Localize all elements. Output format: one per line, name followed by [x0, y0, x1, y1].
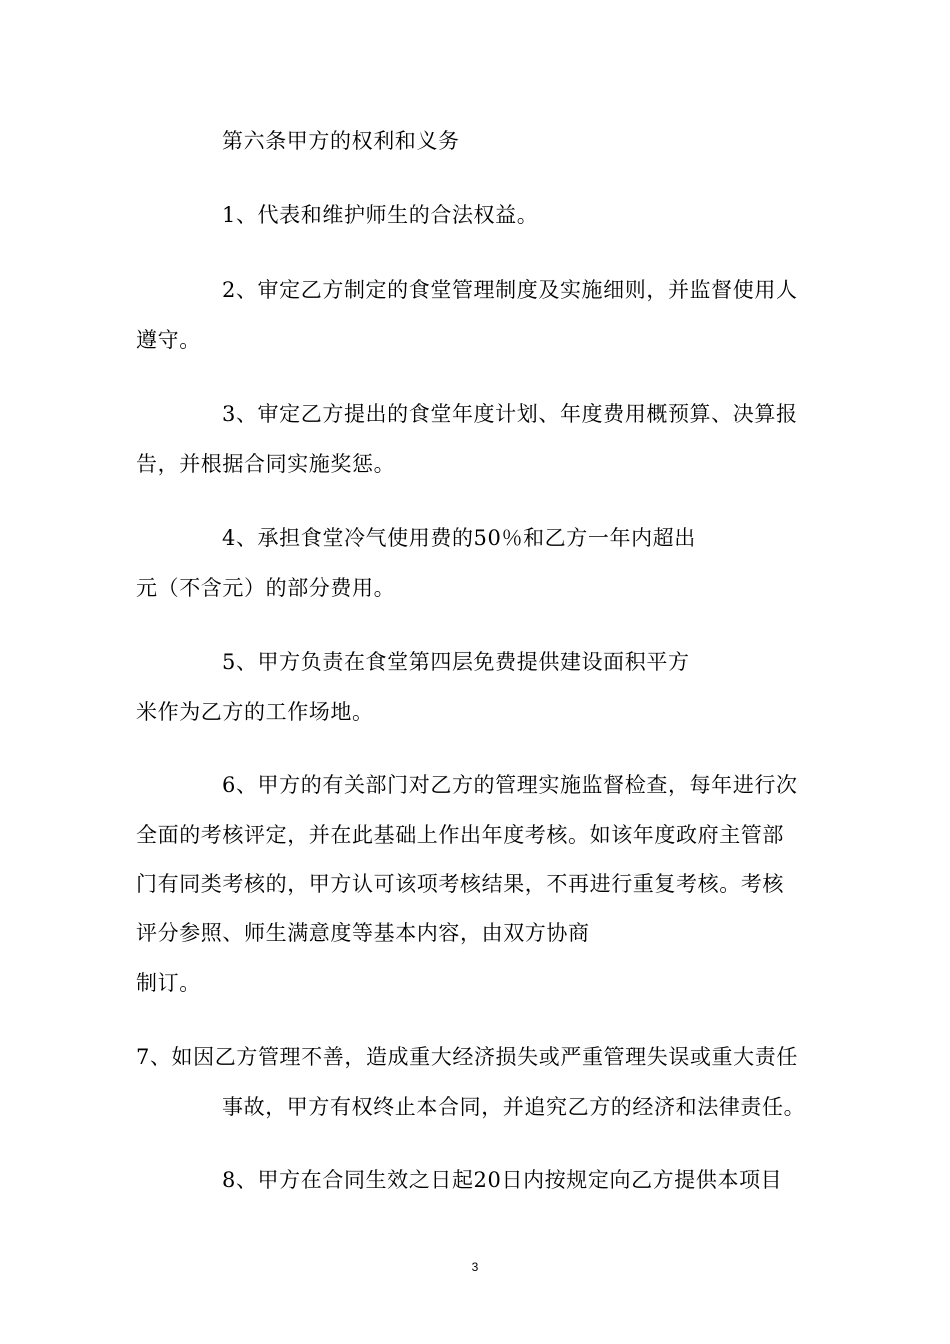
paragraph-line: 4、承担食堂冷气使用费的50％和乙方一年内超出 — [222, 526, 696, 550]
paragraph-line: 全面的考核评定，并在此基础上作出年度考核。如该年度政府主管部 — [136, 823, 784, 847]
paragraph-line: 遵守。 — [136, 328, 201, 352]
paragraph-line: 1、代表和维护师生的合法权益。 — [222, 203, 539, 227]
paragraph-line: 5、甲方负责在食堂第四层免费提供建设面积平方 — [222, 650, 690, 674]
paragraph-line: 7、如因乙方管理不善，造成重大经济损失或严重管理失误或重大责任 — [136, 1045, 798, 1069]
paragraph-line: 6、甲方的有关部门对乙方的管理实施监督检查，每年进行次 — [222, 773, 798, 797]
page-number: 3 — [471, 1260, 479, 1274]
paragraph-line: 3、审定乙方提出的食堂年度计划、年度费用概预算、决算报 — [222, 402, 798, 426]
paragraph-line: 事故，甲方有权终止本合同，并追究乙方的经济和法律责任。 — [222, 1095, 806, 1119]
paragraph-line: 门有同类考核的，甲方认可该项考核结果，不再进行重复考核。考核 — [136, 872, 784, 896]
section-heading: 第六条甲方的权利和义务 — [222, 129, 460, 153]
paragraph-line: 2、审定乙方制定的食堂管理制度及实施细则，并监督使用人 — [222, 278, 798, 302]
paragraph-line: 告，并根据合同实施奖惩。 — [136, 452, 396, 476]
paragraph-line: 元（不含元）的部分费用。 — [136, 576, 396, 600]
paragraph-line: 8、甲方在合同生效之日起20日内按规定向乙方提供本项目 — [222, 1168, 783, 1192]
paragraph-line: 米作为乙方的工作场地。 — [136, 700, 374, 724]
paragraph-line: 制订。 — [136, 971, 201, 995]
paragraph-line: 评分参照、师生满意度等基本内容，由双方协商 — [136, 921, 590, 945]
